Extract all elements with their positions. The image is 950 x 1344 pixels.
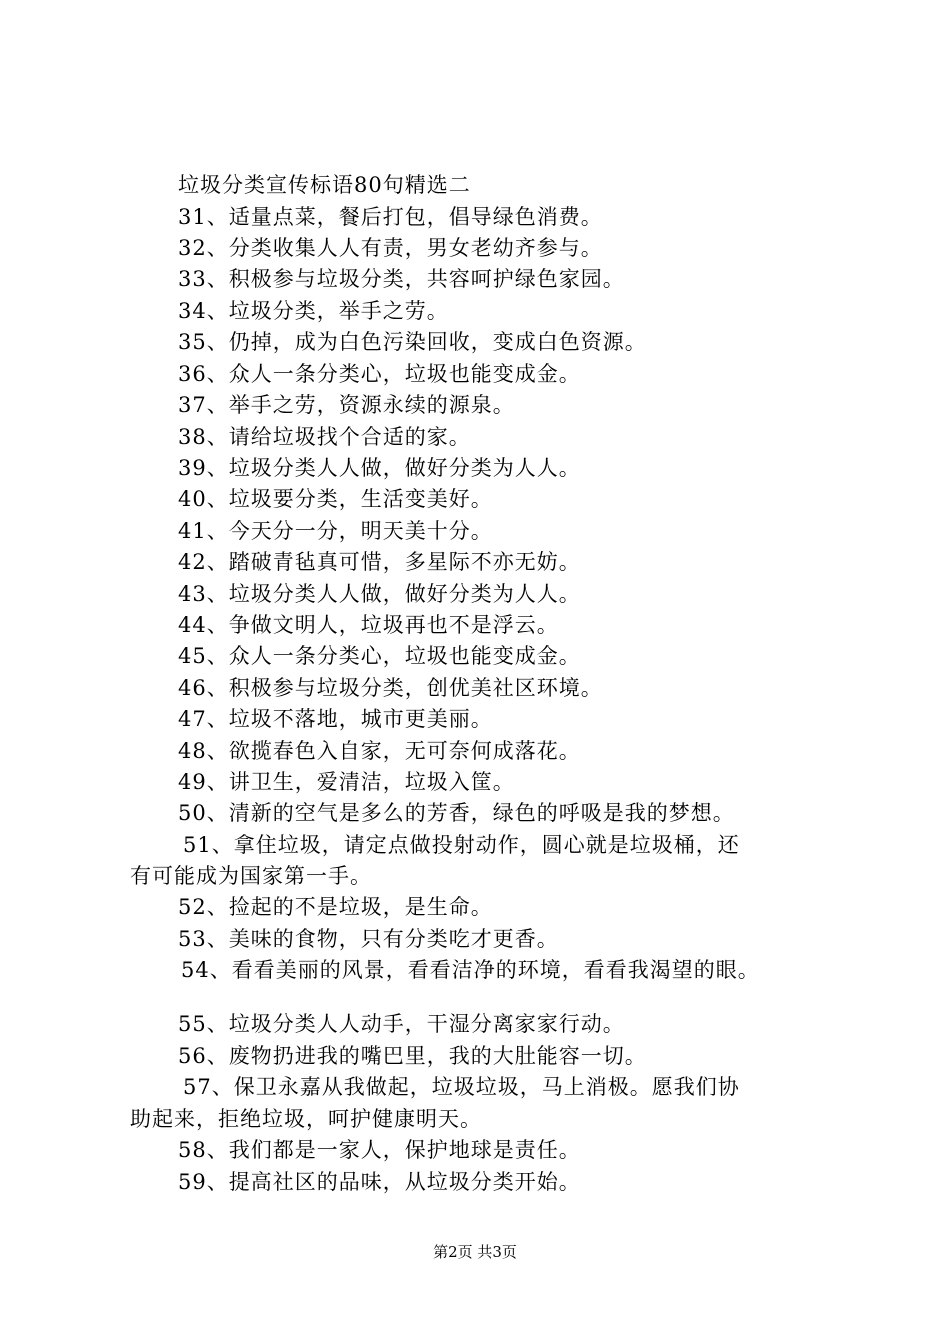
slogan-line: 39、垃圾分类人人做，做好分类为人人。 [178, 456, 581, 480]
slogan-line: 33、积极参与垃圾分类，共容呵护绿色家园。 [178, 267, 625, 291]
slogan-line: 助起来，拒绝垃圾，呵护健康明天。 [130, 1107, 482, 1131]
slogan-line: 52、捡起的不是垃圾，是生命。 [178, 895, 493, 919]
slogan-line: 有可能成为国家第一手。 [130, 864, 372, 888]
slogan-line: 53、美味的食物，只有分类吃才更香。 [178, 927, 559, 951]
slogan-line: 46、积极参与垃圾分类，创优美社区环境。 [178, 676, 603, 700]
slogan-line: 47、垃圾不落地，城市更美丽。 [178, 707, 493, 731]
slogan-line: 44、争做文明人，垃圾再也不是浮云。 [178, 613, 559, 637]
slogan-line: 55、垃圾分类人人动手，干湿分离家家行动。 [178, 1012, 625, 1036]
slogan-line: 51、拿住垃圾，请定点做投射动作，圆心就是垃圾桶，还 [183, 833, 740, 857]
slogan-line: 56、废物扔进我的嘴巴里，我的大肚能容一切。 [178, 1044, 647, 1068]
slogan-line: 54、看看美丽的风景，看看洁净的环境，看看我渴望的眼。 [181, 958, 760, 982]
slogan-line: 40、垃圾要分类，生活变美好。 [178, 487, 493, 511]
slogan-line: 49、讲卫生，爱清洁，垃圾入筐。 [178, 770, 515, 794]
slogan-line: 57、保卫永嘉从我做起，垃圾垃圾，马上消极。愿我们协 [183, 1075, 740, 1099]
slogan-line: 37、举手之劳，资源永续的源泉。 [178, 393, 515, 417]
slogan-line: 45、众人一条分类心，垃圾也能变成金。 [178, 644, 581, 668]
slogan-line: 42、踏破青毡真可惜，多星际不亦无妨。 [178, 550, 581, 574]
slogan-line: 32、分类收集人人有责，男女老幼齐参与。 [178, 236, 603, 260]
slogan-line: 31、适量点菜，餐后打包，倡导绿色消费。 [178, 205, 603, 229]
slogan-line: 58、我们都是一家人，保护地球是责任。 [178, 1138, 581, 1162]
slogan-line: 43、垃圾分类人人做，做好分类为人人。 [178, 582, 581, 606]
slogan-line: 59、提高社区的品味，从垃圾分类开始。 [178, 1170, 581, 1194]
slogan-line: 48、欲揽春色入自家，无可奈何成落花。 [178, 739, 581, 763]
slogan-line: 50、清新的空气是多么的芳香，绿色的呼吸是我的梦想。 [178, 801, 735, 825]
slogan-line: 41、今天分一分，明天美十分。 [178, 519, 493, 543]
document-title: 垃圾分类宣传标语80句精选二 [178, 173, 471, 197]
slogan-line: 38、请给垃圾找个合适的家。 [178, 425, 471, 449]
slogan-line: 36、众人一条分类心，垃圾也能变成金。 [178, 362, 581, 386]
slogan-line: 34、垃圾分类，举手之劳。 [178, 299, 449, 323]
slogan-line: 35、仍掉，成为白色污染回收，变成白色资源。 [178, 330, 647, 354]
page-footer: 第2页 共3页 [433, 1243, 517, 1261]
